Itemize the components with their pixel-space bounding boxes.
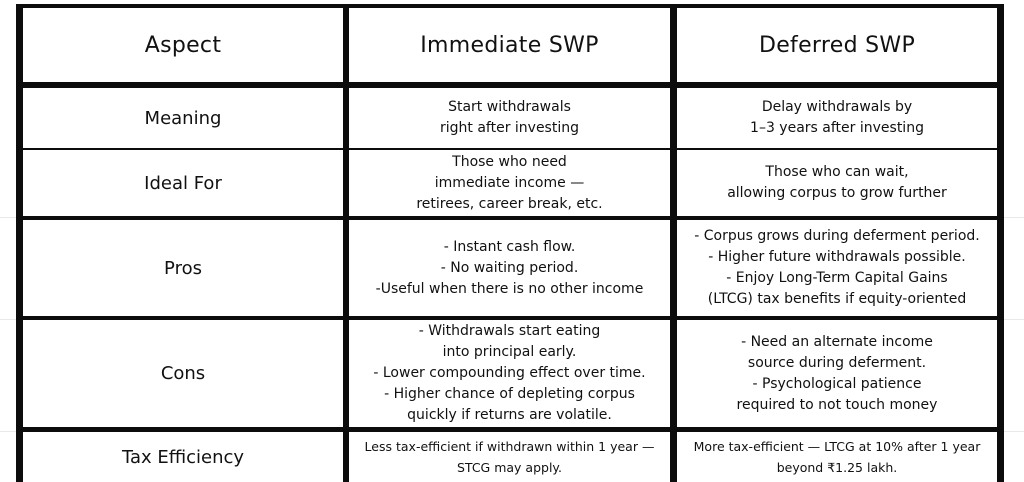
cell-tax-efficiency-deferred [677, 432, 997, 482]
header-label: Immediate SWP [420, 32, 599, 58]
cell-text: - Withdrawals start eating into principal early. - Lower compounding effect over time. - Higher chance of depleting corpus quickly if returns are volatile. [373, 323, 646, 423]
cell-cons-deferred [677, 320, 997, 427]
cell-text: - Corpus grows during deferment period. - Higher future withdrawals possible. - Enjoy Long-Term Capital Gains (LTCG) tax benefits if equity-oriented [694, 228, 980, 307]
cell-tax-efficiency-immediate [349, 432, 670, 482]
cell-meaning-immediate [349, 88, 670, 148]
cell-text: More tax-efficient — LTCG at 10% after 1 year beyond ₹1.25 lakh. [693, 439, 981, 475]
column-header-immediate-swp [349, 8, 670, 82]
cell-meaning-deferred [677, 88, 997, 148]
cell-text: Delay withdrawals by 1–3 years after investing [750, 99, 924, 136]
row-label-cons [23, 320, 343, 427]
header-label: Deferred SWP [758, 32, 916, 58]
row-label-tax-efficiency [23, 432, 343, 482]
comparison-table [16, 4, 1004, 482]
row-label: Tax Efficiency [121, 446, 245, 468]
cell-text: Start withdrawals right after investing [439, 99, 579, 136]
cell-ideal-for-immediate [349, 150, 670, 216]
row-label-meaning [23, 88, 343, 148]
column-header-deferred-swp [677, 8, 997, 82]
cell-ideal-for-deferred [677, 150, 997, 216]
header-label: Aspect [144, 32, 222, 58]
column-header-aspect [23, 8, 343, 82]
cell-text: - Instant cash flow. - No waiting period. -Useful when there is no other income [375, 238, 644, 297]
cell-text: Those who can wait, allowing corpus to grow further [727, 164, 947, 201]
cell-text: Those who need immediate income — retirees, career break, etc. [416, 153, 603, 212]
row-label: Pros [164, 257, 202, 279]
cell-cons-immediate [349, 320, 670, 427]
cell-text: - Need an alternate income source during deferment. - Psychological patience required to not touch money [736, 333, 938, 413]
cell-text: Less tax-efficient if withdrawn within 1 year — STCG may apply. [364, 439, 655, 475]
row-label-ideal-for [23, 150, 343, 216]
cell-pros-deferred [677, 220, 997, 316]
row-label: Cons [160, 363, 206, 384]
row-label: Meaning [144, 107, 222, 129]
cell-pros-immediate [349, 220, 670, 316]
row-label-pros [23, 220, 343, 316]
row-label: Ideal For [144, 172, 222, 194]
